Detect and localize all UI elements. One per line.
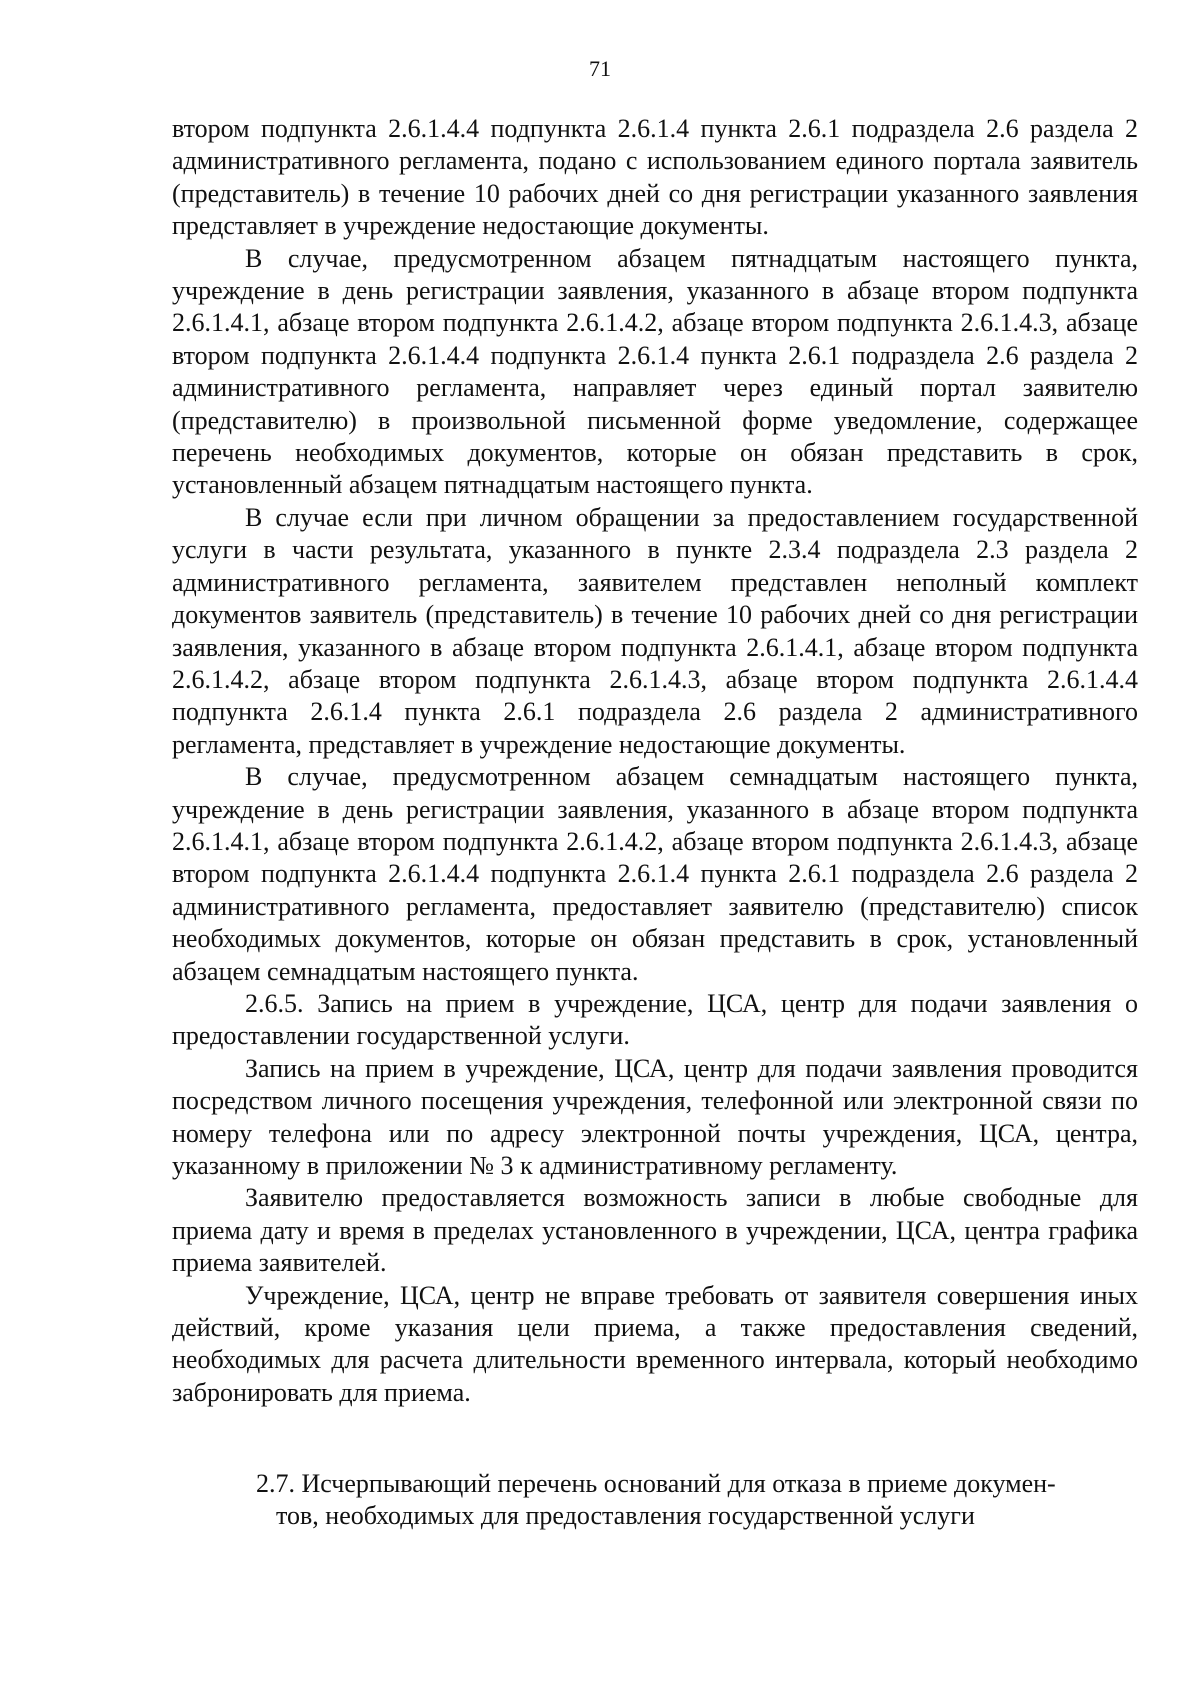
paragraph-appointment-time: Заявителю предоставляется возможность записи в любые свободные для приема дату и время в пределах установленного в учреждении, ЦСА, центра графика приема заявителей. — [172, 1183, 1138, 1278]
paragraph-notification-case-fifteen: В случае, предусмотренном абзацем пятнадцатым настоящего пункта, учреждение в день регистрации заявления, указанного в абзаце втором подпункта 2.6.1.4.1, абзаце втором подпункта 2.6.1.4.2, абзаце втором подпункта 2.6.1.4.3, абзаце втором подпункта 2.6.1.4.4 подпункта 2.6.1.4 пункта 2.6.1 подраздела 2.6 раздела 2 административного регламента, направляет через единый портал заявителю (представителю) в произвольной письменной форме уведомление, содержащее перечень необходимых документов, которые он обязан представить в срок, установленный абзацем пятнадцатым настоящего пункта. — [172, 243, 1138, 500]
paragraph-personal-appeal-case: В случае если при личном обращении за предоставлением государственной услуги в части результата, указанного в пункте 2.3.4 подраздела 2.3 раздела 2 административного регламента, заявителем представлен неполный комплект документов заявитель (представитель) в течение 10 рабочих дней со дня регистрации заявления, указанного в абзаце втором подпункта 2.6.1.4.1, абзаце втором подпункта 2.6.1.4.2, абзаце втором подпункта 2.6.1.4.3, абзаце втором подпункта 2.6.1.4.4 подпункта 2.6.1.4 пункта 2.6.1 подраздела 2.6 раздела 2 административного регламента, представляет в учреждение недостающие документы. — [172, 502, 1138, 759]
paragraph-appointment-methods: Запись на прием в учреждение, ЦСА, центр для подачи заявления проводится посредством личного посещения учреждения, телефонной или электронной связи по номеру телефона или по адресу электронной почты учреждения, ЦСА, центра, указанному в приложении № 3 к административному регламенту. — [172, 1053, 1138, 1180]
paragraph-notification-case-seventeen: В случае, предусмотренном абзацем семнадцатым настоящего пункта, учреждение в день регистрации заявления, указанного в абзаце втором подпункта 2.6.1.4.1, абзаце втором подпункта 2.6.1.4.2, абзаце втором подпункта 2.6.1.4.3, абзаце втором подпункта 2.6.1.4.4 подпункта 2.6.1.4 пункта 2.6.1 подраздела 2.6 раздела 2 административного регламента, предоставляет заявителю (представителю) список необходимых документов, которые он обязан представить в срок, установленный абзацем семнадцатым настоящего пункта. — [172, 762, 1138, 986]
document-body — [172, 113, 1138, 1409]
paragraph-restrictions: Учреждение, ЦСА, центр не вправе требовать от заявителя совершения иных действий, кроме указания цели приема, а также предоставления сведений, необходимых для расчета длительности временного интервала, который необходимо забронировать для приема. — [172, 1280, 1138, 1407]
section-heading-2-7 — [256, 1468, 1138, 1533]
page-number: 71 — [589, 56, 611, 81]
paragraph-continuation: втором подпункта 2.6.1.4.4 подпункта 2.6.1.4 пункта 2.6.1 подраздела 2.6 раздела 2 административного регламента, подано с использованием единого портала заявитель (представитель) в течение 10 рабочих дней со дня регистрации указанного заявления представляет в учреждение недостающие документы. — [172, 114, 1138, 241]
paragraph-clause-2-6-5: 2.6.5. Запись на прием в учреждение, ЦСА, центр для подачи заявления о предоставлении государственной услуги. — [172, 988, 1138, 1051]
section-heading-line-1: 2.7. Исчерпывающий перечень оснований для отказа в приеме докумен- — [256, 1469, 1056, 1498]
section-heading-line-2: тов, необходимых для предоставления государственной услуги — [276, 1501, 975, 1531]
